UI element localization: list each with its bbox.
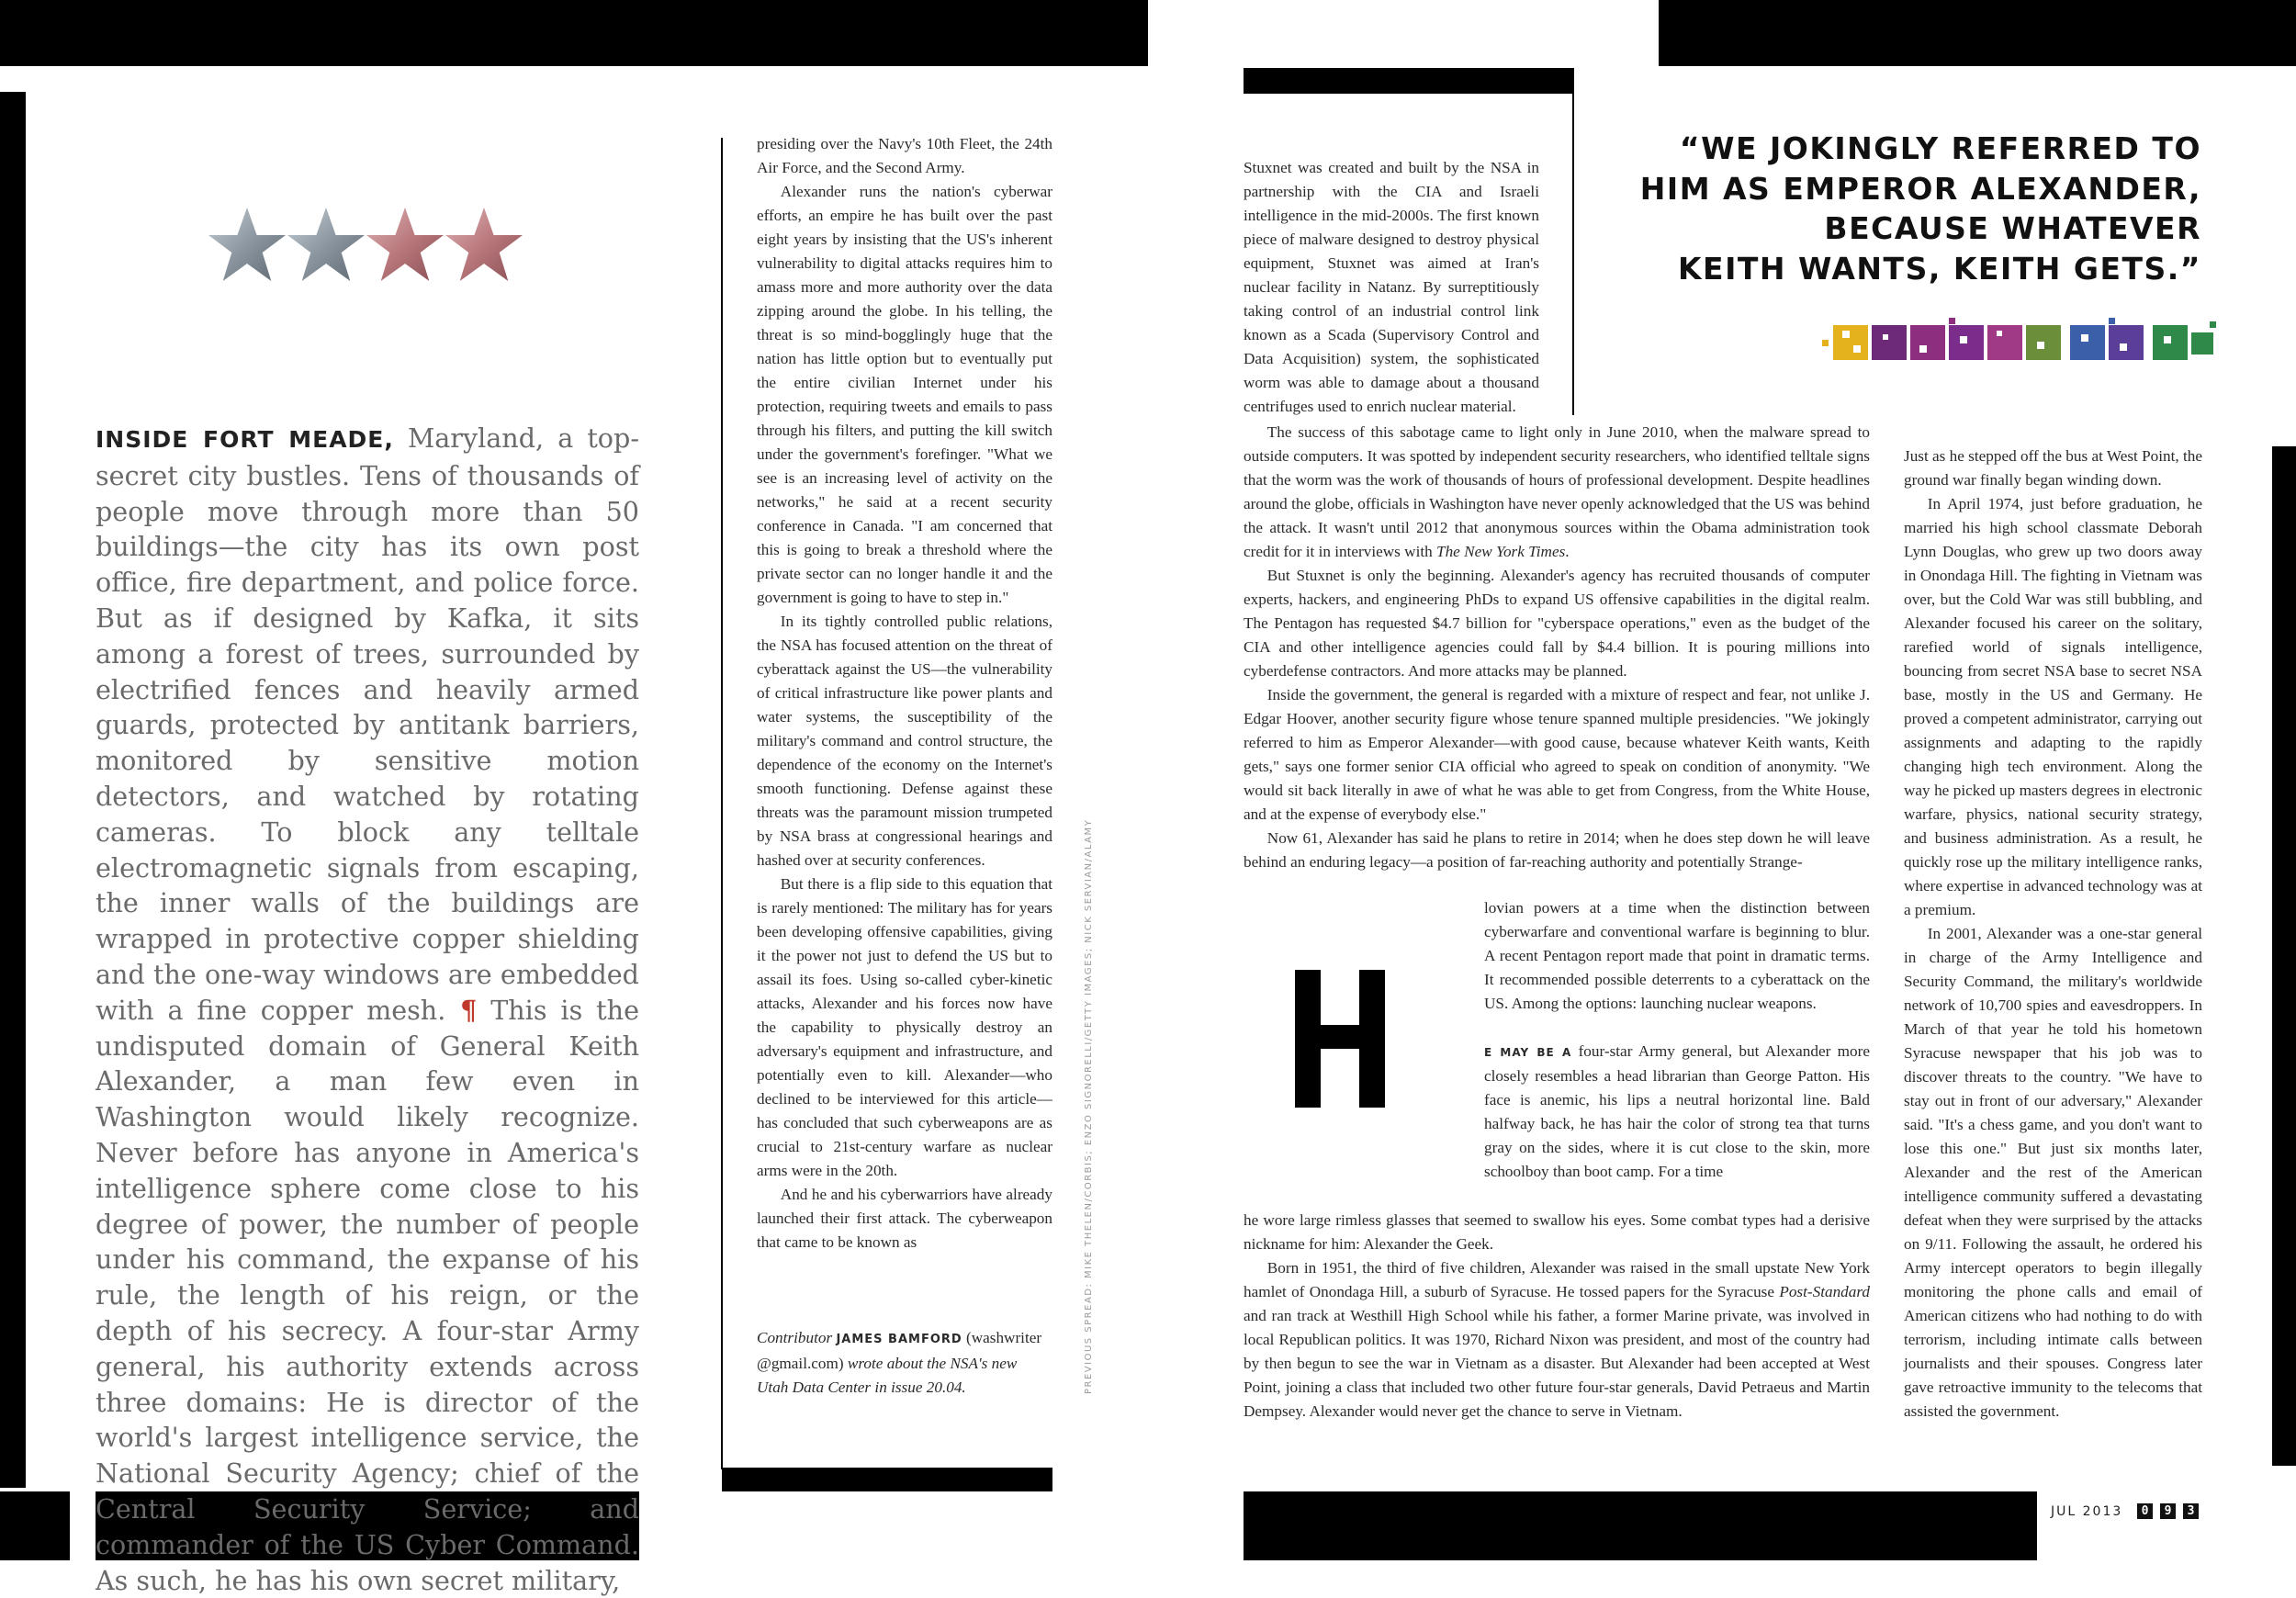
photo-credit: PREVIOUS SPREAD: MIKE THELEN/CORBIS; ENZO SIGNORELLI/GETTY IMAGES; NICK SERVIAN/ALAMY [1084,818,1094,1394]
pull-quote-line: HIM AS EMPEROR ALEXANDER, [1639,170,2201,207]
body-column-2 [757,132,1052,1255]
body-paragraph: Stuxnet was created and built by the NSA in partnership with the CIA and Israeli intelligence in the mid-2000s. The first known piece of malware designed to destroy physical equipment, Stuxnet was aimed at Iran's nuclear facility in Natanz. By surreptitiously taking control of an industrial control link known as a Scada (Supervisory Control and Data Acquisition) system, the sophisticated worm was able to damage about a thousand centrifuges used to enrich nuclear material. [1244,159,1539,415]
body-paragraph: In April 1974, just before graduation, he married his high school classmate Deborah Lynn Douglas, who grew up two doors away in Onondaga Hill. The fighting in Vietnam was over, but the Cold War was still bubbling, and Alexander focused his career on the solitary, rarefied world of signals intelligence, bouncing from secret NSA base to secret NSA base, mostly in the US and Germany. He proved a competent administrator, carrying out assignments and adapting to the rapidly changing high tech environment. Along the way he picked up masters degrees in electronic warfare, physics, national security strategy, and business administration. As a result, he quickly rose up the military intelligence ranks, where expertise in advanced technology was at a premium. [1904,495,2202,918]
body-paragraph: lovian powers at a time when the distinction between cyberwarfare and conventional warfare is beginning to blur. A recent Pentagon report made that point in dramatic terms. It recommended possible deterrents to a cyberattack on the US. Among the options: launching nuclear weapons. [1484,899,1870,1012]
four-star-insignia-icon [206,206,527,292]
bottom-bar-mid [722,1468,1052,1491]
body-paragraph: In 2001, Alexander was a one-star general in charge of the Army Intelligence and Security Command, the military's worldwide network of 10,700 spies and eavesdroppers. In March of that year he told his hometown Syracuse newspaper that his job was to discover threats to the country. "We have to stay out in front of our adversary," Alexander said. "It's a chess game, and you don't want to lose this one." But just six months later, Alexander and the rest of the American intelligence community suffered a devastating defeat when they were surprised by the attacks on 9/11. Following the assault, he ordered his Army intercept operators to begin illegally monitoring the phone calls and email of American citizens who had nothing to do with terrorism, including intimate calls between journalists and their spouses. Congress later gave retroactive immunity to the telecoms that assisted the government. [1904,925,2202,1420]
drop-cap-icon [1295,970,1385,1108]
body-paragraph: Now 61, Alexander has said he plans to retire in 2014; when he does step down he will leave behind an enduring legacy—a position of far-reaching authority and potentially Strange- [1244,829,1870,871]
folio-date: JUL 2013 [2051,1504,2123,1519]
left-edge-bar-bottom [0,1491,70,1560]
column-rule-left [721,138,723,1469]
top-bar-tab [1244,68,1574,94]
body-paragraph: Inside the government, the general is regarded with a mixture of respect and fear, not unlike J. Edgar Hoover, another security figure whose tenure spanned multiple presidencies. "We jokingly referred to him as Emperor Alexander—with good cause, because whatever Keith wants, Keith gets," says one former senior CIA official who agreed to speak on condition of anonymity. "We would sit back literally in awe of what he was able to get from Congress, from the White House, and at the expense of everybody else." [1244,686,1870,823]
pull-quote-line: “WE JOKINGLY REFERRED TO [1679,130,2201,166]
body-paragraph: Alexander runs the nation's cyberwar efforts, an empire he has built over the past eight years by insisting that the US's inherent vulnerability to digital attacks requires him to amass more and more authority over the data zipping around the globe. In his telling, the threat is so mind-bogglingly huge that the nation has little option but to eventually put the entire civilian Internet under his protection, requiring tweets and emails to pass through his filters, and putting the kill switch under the government's forefinger. "What we see is an increasing level of activity on the networks," he said at a recent security conference in Canada. "I am concerned that this is going to break a threshold where the private sector can no longer handle it and the government is going to have to step in." [757,183,1052,606]
body-paragraph: he wore large rimless glasses that seemed to swallow his eyes. Some combat types had a derisive nickname for him: Alexander the Geek. [1244,1211,1870,1253]
star-icon [208,208,286,281]
page-number-digit: 0 [2137,1503,2153,1519]
body-paragraph: Just as he stepped off the bus at West Point, the ground war finally began winding down. [1904,447,2202,489]
left-edge-bar [0,92,26,1488]
page-number-digit: 9 [2160,1503,2176,1519]
lead-text: Maryland, a top-secret city bustles. Tens of thousands of people move through more than 50 buildings—the city has its own post office, fire department, and police force. But as if designed by Kafka, it sits among a forest of trees, surrounded by electrified fences and heavily armed guards, protected by antitank barriers, monitored by sensitive motion detectors, and watched by rotating cameras. To block any telltale electromagnetic signals from escaping, the inner walls of the buildings are wrapped in protective copper shielding and the one-way windows are embedded with a fine copper mesh. [96,422,639,1026]
lead-paragraph [96,421,639,1598]
pull-quote [1540,129,2201,288]
contributor-note [757,1326,1052,1400]
body-paragraph: presiding over the Navy's 10th Fleet, the 24th Air Force, and the Second Army. [757,135,1052,176]
top-bar-left [0,0,1148,66]
body-paragraph: But Stuxnet is only the beginning. Alexander's agency has recruited thousands of computer experts, hackers, and engineering PhDs to expand US offensive capabilities in the digital realm. The Pentagon has requested $4.7 billion for "cyberspace operations," even as the budget of the CIA and other intelligence agencies could fall by $4.4 billion. It is pouring millions into cyberdefense contractors. And more attacks may be planned. [1244,567,1870,680]
body-column-3-bottom [1244,1209,1870,1424]
body-paragraph: And he and his cyberwarriors have already launched their first attack. The cyberweapon that came to be known as [757,1186,1052,1251]
star-icon [366,208,444,281]
body-column-3-wide [1244,421,1870,874]
pull-quote-line: KEITH WANTS, KEITH GETS.” [1677,250,2201,287]
contributor-email: (washwriter @gmail.com) [757,1329,1042,1372]
section-lead-in: E MAY BE A [1484,1046,1572,1059]
pixel-banner-decoration-icon [1822,318,2217,360]
body-column-4 [1904,445,2202,1424]
body-column-3-wrap [1484,896,1870,1184]
body-paragraph: Born in 1951, the third of five children, Alexander was raised in the small upstate New York hamlet of Onondaga Hill, a suburb of Syracuse. He tossed papers for the Syracuse Post-Standard and ran track at Westhill High School while his father, a former Marine private, was involved in local Republican politics. It was 1970, Richard Nixon was president, and most of the country had by then begun to see the war in Vietnam as a disaster. But Alexander had been accepted at West Point, joining a class that included two other future four-star generals, David Petraeus and Martin Dempsey. Alexander would never get the chance to serve in Vietnam. [1244,1259,1870,1420]
pilcrow-icon: ¶ [445,994,478,1026]
page-number-digit: 3 [2183,1503,2199,1519]
right-edge-bar [2272,446,2296,1466]
contributor-label: Contributor [757,1329,837,1346]
contributor-name: JAMES BAMFORD [836,1333,962,1346]
pull-quote-line: BECAUSE WHATEVER [1824,210,2201,246]
star-icon [445,208,523,281]
contributor-text: wrote about the NSA's new Utah Data Center in issue 20.04. [757,1355,1018,1396]
lead-text-continued: This is the undisputed domain of General Keith Alexander, a man few even in Washington would likely recognize. Never before has anyone in America's intelligence sphere come close to his degree of power, the number of people under his command, the expanse of his rule, the length of his reign, or the depth of his secrecy. A four-star Army general, his authority extends across three domains: He is director of the world's largest intelligence service, the National Security Agency; chief of the Central Security Service; and commander of the US Cyber Command. As such, he has his own secret military, [96,994,639,1596]
top-bar-right [1659,0,2296,66]
body-paragraph: The success of this sabotage came to light only in June 2010, when the malware spread to outside computers. It was spotted by independent security researchers, who identified telltale signs that the worm was the work of thousands of hours of professional development. Despite headlines around the globe, officials in Washington have never openly acknowledged that the US was behind the attack. It wasn't until 2012 that anonymous sources within the Obama administration took credit for it in interviews with The New York Times. [1244,423,1870,560]
body-paragraph: In its tightly controlled public relations, the NSA has focused attention on the threat of cyberattack against the US—the vulnerability of critical infrastructure like power plants and water systems, the susceptibility of the military's command and control structure, the dependence of the economy on the Internet's smooth functioning. Defense against these threats was the paramount mission trumpeted by NSA brass at congressional hearings and hashed over at security conferences. [757,613,1052,869]
body-paragraph: But there is a flip side to this equation that is rarely mentioned: The military has for years been developing offensive capabilities, giving it the power not just to defend the US but to assail its foes. Using so-called cyber-kinetic attacks, Alexander and his forces now have the capability to physically destroy an adversary's equipment and infrastructure, and potentially even to kill. Alexander—who declined to be interviewed for this article—has concluded that such cyberweapons are as crucial to 21st-century warfare as nuclear arms were in the 20th. [757,875,1052,1179]
lead-in: INSIDE FORT MEADE, [96,426,394,453]
body-paragraph: E MAY BE A four-star Army general, but Alexander more closely resembles a head librarian than George Patton. His face is anemic, his lips a neutral horizontal line. Bald halfway back, he has hair the color of strong tea that turns gray on the sides, where it is cut close to the skin, more schoolboy than boot camp. For a time [1484,1042,1870,1180]
body-column-3-top [1244,156,1539,419]
star-icon [287,208,365,281]
bottom-bar-right [1244,1491,2037,1560]
